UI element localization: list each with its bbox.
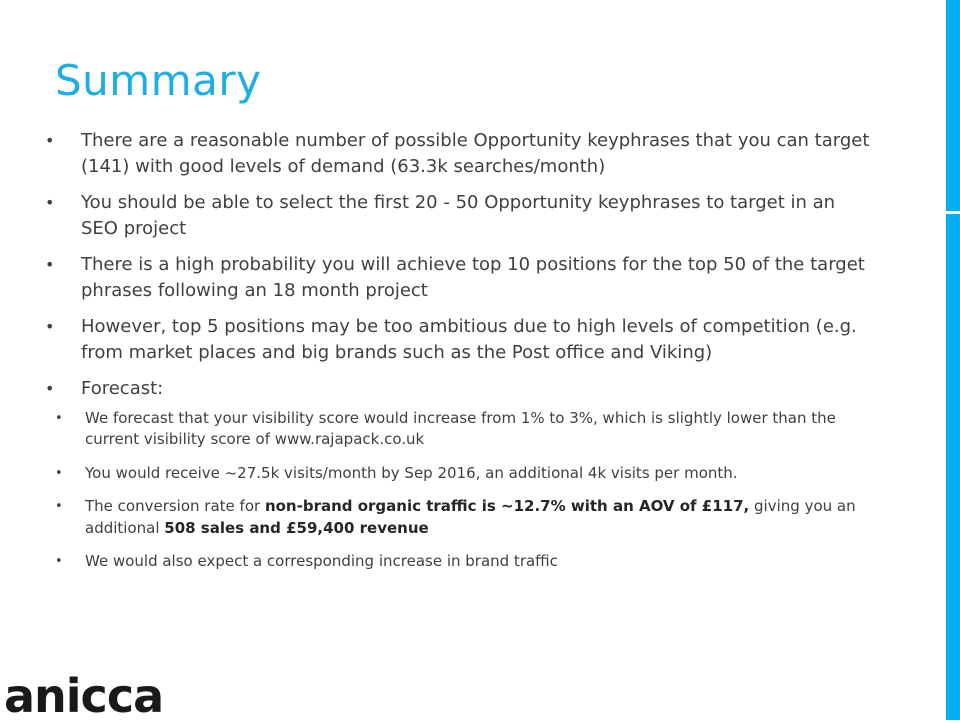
- sub-bullet-brand-traffic: • We would also expect a corresponding increase in brand traffic: [81, 551, 875, 573]
- anicca-logo: anicca: [4, 669, 164, 723]
- conversion-text-bold-1: non-brand organic traffic is ~12.7% with an AOV of £117,: [264, 497, 750, 515]
- side-bar-divider: [946, 211, 960, 214]
- sub-bullet-visibility: • We forecast that your visibility score would increase from 1% to 3%, which is slightly lower than the current visibility score of www.rajapack.co.uk: [81, 408, 875, 451]
- side-accent-bar: [946, 0, 960, 720]
- bullet-opportunity-keyphrases: • There are a reasonable number of possible Opportunity keyphrases that you can target (141) with good levels of demand (63.3k searches/month): [45, 128, 875, 179]
- conversion-text-1: The conversion rate for: [85, 497, 265, 515]
- summary-bullet-list: [45, 128, 875, 585]
- conversion-text-2: giving you an additional: [85, 497, 856, 537]
- sub-bullet-conversion: [81, 496, 875, 539]
- bullet-top-10-probability: • There is a high probability you will achieve top 10 positions for the top 50 of the target phrases following an 18 month project: [45, 252, 875, 303]
- conversion-text-bold-2: 508 sales and £59,400 revenue: [164, 518, 429, 537]
- sub-bullet-visits: • You would receive ~27.5k visits/month by Sep 2016, an additional 4k visits per month.: [81, 463, 875, 485]
- forecast-heading: Forecast:: [81, 378, 164, 399]
- bullet-select-keyphrases: • You should be able to select the first 20 - 50 Opportunity keyphrases to target in an SEO project: [45, 190, 875, 241]
- bullet-forecast: [45, 376, 875, 573]
- bullet-top-5-competition: • However, top 5 positions may be too ambitious due to high levels of competition (e.g. from market places and big brands such as the Post office and Viking): [45, 314, 875, 365]
- slide-title: Summary: [55, 56, 262, 105]
- forecast-sub-list: [81, 408, 875, 573]
